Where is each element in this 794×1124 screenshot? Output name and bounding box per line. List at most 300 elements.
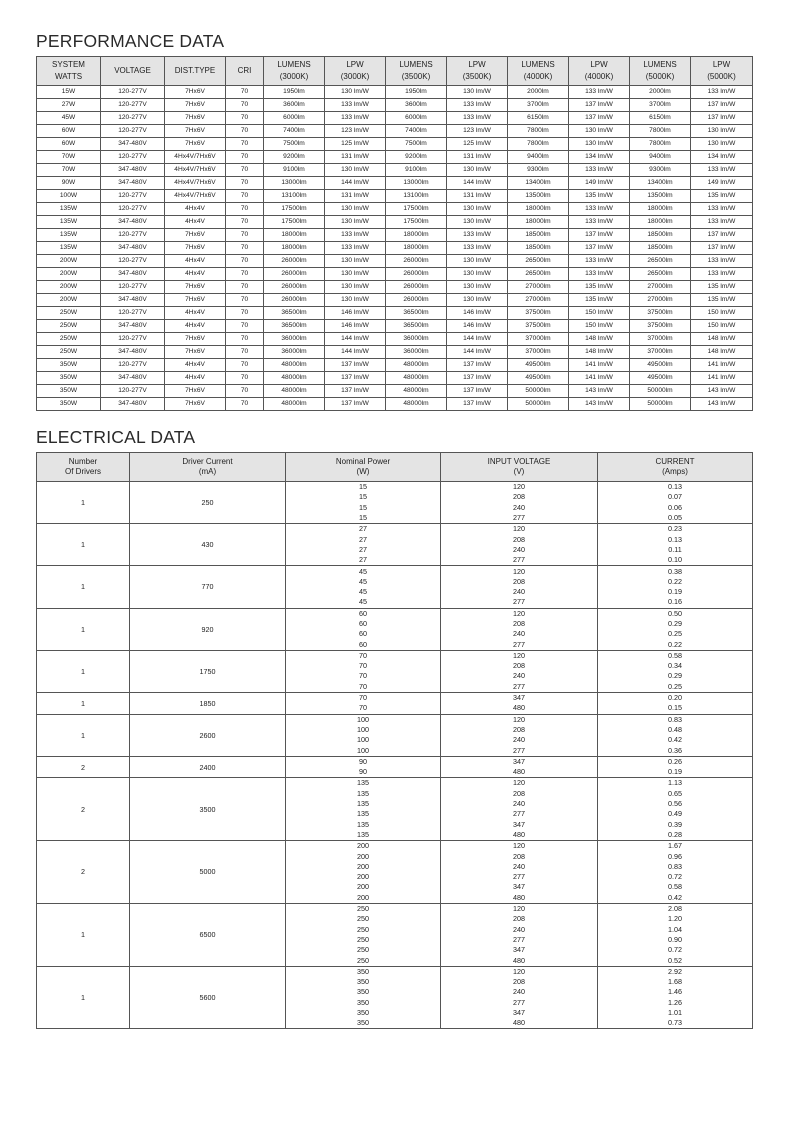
table-cell: 0.58 xyxy=(598,650,753,661)
table-cell: 13000lm xyxy=(386,177,447,190)
table-cell: 0.90 xyxy=(598,935,753,945)
table-cell: 144 lm/W xyxy=(447,333,508,346)
driver-current-cell: 3500 xyxy=(130,778,286,841)
driver-current-cell: 250 xyxy=(130,482,286,524)
performance-header-cell xyxy=(101,57,165,86)
table-cell: 135 lm/W xyxy=(569,294,630,307)
table-cell: 133 lm/W xyxy=(569,255,630,268)
table-cell: 7400lm xyxy=(264,125,325,138)
performance-header-text: LUMENS xyxy=(643,60,677,69)
table-cell: 141 lm/W xyxy=(691,372,753,385)
table-cell: 4Hx4V/7Hx6V xyxy=(165,151,226,164)
table-cell: 18500lm xyxy=(508,242,569,255)
table-cell: 48000lm xyxy=(264,385,325,398)
table-cell: 0.25 xyxy=(598,629,753,639)
table-cell: 480 xyxy=(441,1018,598,1029)
electrical-header-text: (V) xyxy=(513,467,525,476)
table-row xyxy=(37,398,753,411)
table-row xyxy=(37,966,753,977)
table-cell: 200W xyxy=(37,294,101,307)
table-cell: 150 lm/W xyxy=(569,320,630,333)
performance-header-text: LUMENS xyxy=(399,60,433,69)
table-cell: 100 xyxy=(286,725,441,735)
table-cell: 131 lm/W xyxy=(325,190,386,203)
table-cell: 26000lm xyxy=(264,255,325,268)
table-cell: 70 xyxy=(226,164,264,177)
table-cell: 4Hx4V/7Hx6V xyxy=(165,164,226,177)
table-row xyxy=(37,86,753,99)
table-cell: 70 xyxy=(226,138,264,151)
table-row xyxy=(37,294,753,307)
table-cell: 3700lm xyxy=(630,99,691,112)
table-cell: 120 xyxy=(441,841,598,852)
table-cell: 0.06 xyxy=(598,503,753,513)
table-cell: 70 xyxy=(286,650,441,661)
table-cell: 135W xyxy=(37,203,101,216)
table-cell: 26000lm xyxy=(386,255,447,268)
table-cell: 277 xyxy=(441,639,598,650)
performance-header-text: CRI xyxy=(237,66,252,75)
table-cell: 120-277V xyxy=(101,359,165,372)
table-cell: 277 xyxy=(441,998,598,1008)
table-cell: 120-277V xyxy=(101,203,165,216)
table-cell: 347-480V xyxy=(101,346,165,359)
driver-count-cell: 2 xyxy=(37,841,130,904)
table-cell: 130 lm/W xyxy=(325,216,386,229)
table-cell: 70 xyxy=(226,385,264,398)
table-cell: 27 xyxy=(286,555,441,566)
table-cell: 9200lm xyxy=(264,151,325,164)
table-cell: 133 lm/W xyxy=(569,268,630,281)
driver-current-cell: 1750 xyxy=(130,650,286,692)
table-cell: 7Hx6V xyxy=(165,99,226,112)
table-cell: 0.56 xyxy=(598,799,753,809)
table-cell: 133 lm/W xyxy=(325,229,386,242)
table-cell: 7Hx6V xyxy=(165,294,226,307)
table-row xyxy=(37,778,753,789)
table-cell: 347 xyxy=(441,882,598,892)
table-cell: 36500lm xyxy=(386,307,447,320)
table-cell: 7Hx6V xyxy=(165,385,226,398)
table-row xyxy=(37,385,753,398)
performance-header-text: (5000K) xyxy=(707,72,736,81)
table-cell: 48000lm xyxy=(386,359,447,372)
table-row xyxy=(37,151,753,164)
table-cell: 70 xyxy=(226,398,264,411)
table-cell: 130 lm/W xyxy=(569,125,630,138)
table-cell: 26500lm xyxy=(508,255,569,268)
table-row xyxy=(37,164,753,177)
driver-count-cell: 1 xyxy=(37,608,130,650)
performance-header-cell xyxy=(264,57,325,86)
table-cell: 13100lm xyxy=(264,190,325,203)
table-cell: 0.05 xyxy=(598,513,753,524)
driver-count-cell: 1 xyxy=(37,692,130,714)
table-cell: 70 xyxy=(226,112,264,125)
table-cell: 148 lm/W xyxy=(569,333,630,346)
table-cell: 0.72 xyxy=(598,872,753,882)
table-cell: 135 xyxy=(286,809,441,819)
table-cell: 250W xyxy=(37,320,101,333)
table-cell: 240 xyxy=(441,735,598,745)
table-cell: 27000lm xyxy=(630,294,691,307)
table-cell: 208 xyxy=(441,492,598,502)
performance-header-text: LPW xyxy=(712,60,731,69)
table-cell: 36000lm xyxy=(264,346,325,359)
table-cell: 1.46 xyxy=(598,987,753,997)
table-cell: 100 xyxy=(286,745,441,756)
table-cell: 277 xyxy=(441,597,598,608)
table-cell: 277 xyxy=(441,745,598,756)
table-cell: 130 lm/W xyxy=(447,164,508,177)
table-cell: 240 xyxy=(441,862,598,872)
table-cell: 347-480V xyxy=(101,138,165,151)
table-cell: 350 xyxy=(286,1008,441,1018)
table-cell: 4Hx4V xyxy=(165,203,226,216)
table-row xyxy=(37,125,753,138)
table-cell: 135 xyxy=(286,778,441,789)
table-cell: 0.83 xyxy=(598,862,753,872)
electrical-header-text: (mA) xyxy=(198,467,217,476)
table-cell: 70 xyxy=(286,671,441,681)
performance-header-text: (5000K) xyxy=(645,72,675,81)
table-row xyxy=(37,524,753,535)
table-cell: 26000lm xyxy=(264,268,325,281)
table-cell: 0.83 xyxy=(598,714,753,725)
table-row xyxy=(37,482,753,493)
table-cell: 90 xyxy=(286,756,441,767)
table-cell: 240 xyxy=(441,503,598,513)
table-cell: 27000lm xyxy=(508,294,569,307)
table-cell: 0.49 xyxy=(598,809,753,819)
performance-header-cell xyxy=(226,57,264,86)
table-cell: 70 xyxy=(226,151,264,164)
table-cell: 137 lm/W xyxy=(569,242,630,255)
table-cell: 120 xyxy=(441,778,598,789)
driver-count-cell: 1 xyxy=(37,650,130,692)
performance-header-text: (3500K) xyxy=(401,72,431,81)
table-cell: 0.19 xyxy=(598,587,753,597)
table-cell: 36000lm xyxy=(386,346,447,359)
table-cell: 3700lm xyxy=(508,99,569,112)
table-cell: 137 lm/W xyxy=(325,398,386,411)
table-cell: 26000lm xyxy=(264,281,325,294)
table-cell: 100 xyxy=(286,714,441,725)
table-cell: 36000lm xyxy=(386,333,447,346)
table-cell: 1950lm xyxy=(386,86,447,99)
table-cell: 70 xyxy=(226,281,264,294)
performance-header-text: LPW xyxy=(590,60,608,69)
table-cell: 0.11 xyxy=(598,545,753,555)
driver-count-cell: 1 xyxy=(37,714,130,756)
table-row xyxy=(37,608,753,619)
table-cell: 120 xyxy=(441,714,598,725)
table-cell: 50000lm xyxy=(508,398,569,411)
table-row xyxy=(37,138,753,151)
table-cell: 149 lm/W xyxy=(691,177,753,190)
table-cell: 0.29 xyxy=(598,619,753,629)
table-cell: 347 xyxy=(441,1008,598,1018)
table-cell: 27 xyxy=(286,534,441,544)
table-cell: 133 lm/W xyxy=(447,99,508,112)
table-cell: 120-277V xyxy=(101,385,165,398)
table-cell: 6150lm xyxy=(630,112,691,125)
table-cell: 7500lm xyxy=(386,138,447,151)
table-cell: 37000lm xyxy=(630,346,691,359)
table-cell: 15 xyxy=(286,482,441,493)
table-cell: 350 xyxy=(286,987,441,997)
electrical-header-cell xyxy=(37,453,130,482)
table-cell: 200 xyxy=(286,851,441,861)
table-cell: 7Hx6V xyxy=(165,398,226,411)
table-cell: 123 lm/W xyxy=(447,125,508,138)
table-cell: 0.48 xyxy=(598,725,753,735)
table-cell: 480 xyxy=(441,893,598,904)
table-cell: 0.42 xyxy=(598,735,753,745)
table-cell: 1.67 xyxy=(598,841,753,852)
table-cell: 130 lm/W xyxy=(447,268,508,281)
table-cell: 120-277V xyxy=(101,112,165,125)
table-cell: 49500lm xyxy=(508,372,569,385)
table-cell: 347-480V xyxy=(101,164,165,177)
table-cell: 135W xyxy=(37,229,101,242)
table-cell: 26500lm xyxy=(630,255,691,268)
table-cell: 26000lm xyxy=(264,294,325,307)
table-cell: 37500lm xyxy=(630,307,691,320)
table-cell: 49500lm xyxy=(508,359,569,372)
table-cell: 0.42 xyxy=(598,893,753,904)
table-cell: 7500lm xyxy=(264,138,325,151)
table-cell: 37500lm xyxy=(508,307,569,320)
table-cell: 125 lm/W xyxy=(325,138,386,151)
table-cell: 7Hx6V xyxy=(165,112,226,125)
table-cell: 347-480V xyxy=(101,398,165,411)
driver-current-cell: 920 xyxy=(130,608,286,650)
performance-header-cell xyxy=(165,57,226,86)
table-row xyxy=(37,566,753,577)
table-cell: 200 xyxy=(286,841,441,852)
table-cell: 45 xyxy=(286,577,441,587)
table-cell: 146 lm/W xyxy=(447,307,508,320)
table-cell: 347-480V xyxy=(101,294,165,307)
table-cell: 350W xyxy=(37,398,101,411)
electrical-table xyxy=(36,452,753,1029)
table-cell: 120-277V xyxy=(101,281,165,294)
table-cell: 17500lm xyxy=(386,203,447,216)
table-cell: 18000lm xyxy=(264,242,325,255)
table-cell: 120-277V xyxy=(101,333,165,346)
table-cell: 17500lm xyxy=(264,203,325,216)
table-cell: 137 lm/W xyxy=(325,359,386,372)
table-cell: 250W xyxy=(37,333,101,346)
table-cell: 0.52 xyxy=(598,955,753,966)
table-cell: 347-480V xyxy=(101,242,165,255)
driver-current-cell: 430 xyxy=(130,524,286,566)
performance-header-cell xyxy=(325,57,386,86)
table-cell: 200W xyxy=(37,255,101,268)
performance-header-cell xyxy=(508,57,569,86)
table-cell: 9400lm xyxy=(508,151,569,164)
table-cell: 240 xyxy=(441,799,598,809)
table-cell: 18000lm xyxy=(508,203,569,216)
table-cell: 120 xyxy=(441,524,598,535)
table-cell: 125 lm/W xyxy=(447,138,508,151)
table-cell: 15 xyxy=(286,503,441,513)
table-cell: 130 lm/W xyxy=(691,138,753,151)
table-cell: 13100lm xyxy=(386,190,447,203)
performance-header-text: (3000K) xyxy=(340,72,370,81)
table-cell: 0.38 xyxy=(598,566,753,577)
electrical-header-text: Number xyxy=(68,457,98,466)
table-cell: 9100lm xyxy=(386,164,447,177)
performance-header-text: (4000K) xyxy=(584,72,614,81)
table-cell: 135 lm/W xyxy=(691,294,753,307)
table-cell: 141 lm/W xyxy=(569,372,630,385)
table-cell: 347 xyxy=(441,945,598,955)
table-cell: 350 xyxy=(286,966,441,977)
table-cell: 135W xyxy=(37,242,101,255)
table-row xyxy=(37,203,753,216)
table-cell: 240 xyxy=(441,545,598,555)
performance-header-text: LUMENS xyxy=(277,60,311,69)
table-cell: 15W xyxy=(37,86,101,99)
table-cell: 100 xyxy=(286,735,441,745)
table-cell: 7Hx6V xyxy=(165,346,226,359)
table-cell: 0.58 xyxy=(598,882,753,892)
table-cell: 70W xyxy=(37,151,101,164)
driver-count-cell: 1 xyxy=(37,566,130,608)
table-cell: 144 lm/W xyxy=(325,333,386,346)
table-cell: 18500lm xyxy=(630,229,691,242)
table-cell: 60W xyxy=(37,138,101,151)
table-cell: 4Hx4V xyxy=(165,320,226,333)
table-cell: 2.08 xyxy=(598,903,753,914)
table-cell: 130 lm/W xyxy=(325,164,386,177)
table-cell: 150 lm/W xyxy=(691,307,753,320)
table-cell: 2000lm xyxy=(508,86,569,99)
table-cell: 7Hx6V xyxy=(165,333,226,346)
table-cell: 277 xyxy=(441,872,598,882)
table-cell: 350W xyxy=(37,359,101,372)
table-cell: 70 xyxy=(286,703,441,714)
table-cell: 133 lm/W xyxy=(447,242,508,255)
table-cell: 7Hx6V xyxy=(165,229,226,242)
table-cell: 137 lm/W xyxy=(691,99,753,112)
table-cell: 480 xyxy=(441,767,598,778)
table-cell: 480 xyxy=(441,830,598,841)
driver-current-cell: 5000 xyxy=(130,841,286,904)
table-cell: 70 xyxy=(226,359,264,372)
table-cell: 131 lm/W xyxy=(325,151,386,164)
electrical-header-cell xyxy=(286,453,441,482)
table-cell: 135W xyxy=(37,216,101,229)
table-cell: 130 lm/W xyxy=(691,125,753,138)
table-cell: 131 lm/W xyxy=(447,190,508,203)
table-cell: 70 xyxy=(226,216,264,229)
table-cell: 70 xyxy=(226,203,264,216)
table-cell: 133 lm/W xyxy=(569,86,630,99)
table-cell: 70 xyxy=(286,661,441,671)
table-cell: 347 xyxy=(441,756,598,767)
table-cell: 277 xyxy=(441,809,598,819)
driver-current-cell: 5600 xyxy=(130,966,286,1029)
table-cell: 350W xyxy=(37,385,101,398)
table-cell: 0.19 xyxy=(598,767,753,778)
table-cell: 60 xyxy=(286,639,441,650)
table-cell: 18000lm xyxy=(508,216,569,229)
table-cell: 200 xyxy=(286,882,441,892)
table-cell: 120 xyxy=(441,903,598,914)
table-cell: 347 xyxy=(441,820,598,830)
performance-header-text: LPW xyxy=(346,60,364,69)
table-cell: 0.39 xyxy=(598,820,753,830)
table-cell: 133 lm/W xyxy=(691,268,753,281)
table-cell: 50000lm xyxy=(630,398,691,411)
table-cell: 0.22 xyxy=(598,639,753,650)
table-cell: 3600lm xyxy=(264,99,325,112)
table-cell: 1950lm xyxy=(264,86,325,99)
table-cell: 70 xyxy=(286,682,441,693)
electrical-header-text: (Amps) xyxy=(662,467,688,476)
table-cell: 37000lm xyxy=(508,333,569,346)
table-cell: 250 xyxy=(286,935,441,945)
table-cell: 120-277V xyxy=(101,125,165,138)
table-cell: 0.25 xyxy=(598,682,753,693)
table-cell: 0.72 xyxy=(598,945,753,955)
table-cell: 70 xyxy=(226,177,264,190)
table-cell: 48000lm xyxy=(264,372,325,385)
table-cell: 277 xyxy=(441,935,598,945)
table-cell: 137 lm/W xyxy=(569,112,630,125)
table-cell: 49500lm xyxy=(630,372,691,385)
table-cell: 36000lm xyxy=(264,333,325,346)
table-cell: 137 lm/W xyxy=(569,229,630,242)
table-cell: 0.23 xyxy=(598,524,753,535)
table-row xyxy=(37,372,753,385)
electrical-header-text: Of Drivers xyxy=(65,467,101,476)
table-cell: 70 xyxy=(226,255,264,268)
table-cell: 1.13 xyxy=(598,778,753,789)
table-cell: 250 xyxy=(286,914,441,924)
table-cell: 13400lm xyxy=(508,177,569,190)
table-cell: 137 lm/W xyxy=(569,99,630,112)
table-cell: 144 lm/W xyxy=(447,177,508,190)
table-cell: 200 xyxy=(286,872,441,882)
table-cell: 137 lm/W xyxy=(691,112,753,125)
table-cell: 18000lm xyxy=(386,242,447,255)
table-cell: 7Hx6V xyxy=(165,281,226,294)
electrical-header-text: Driver Current xyxy=(182,457,233,466)
table-cell: 120 xyxy=(441,966,598,977)
table-cell: 7Hx6V xyxy=(165,138,226,151)
table-cell: 137 lm/W xyxy=(447,359,508,372)
table-cell: 70 xyxy=(226,346,264,359)
performance-header-cell xyxy=(569,57,630,86)
table-cell: 27 xyxy=(286,524,441,535)
table-cell: 130 lm/W xyxy=(447,216,508,229)
electrical-data-title: ELECTRICAL DATA xyxy=(36,427,196,447)
driver-count-cell: 1 xyxy=(37,482,130,524)
table-cell: 4Hx4V xyxy=(165,255,226,268)
table-cell: 240 xyxy=(441,987,598,997)
table-cell: 70 xyxy=(226,268,264,281)
table-cell: 123 lm/W xyxy=(325,125,386,138)
table-cell: 120-277V xyxy=(101,151,165,164)
table-cell: 13000lm xyxy=(264,177,325,190)
performance-header-cell xyxy=(691,57,753,86)
table-cell: 120 xyxy=(441,650,598,661)
table-cell: 0.36 xyxy=(598,745,753,756)
